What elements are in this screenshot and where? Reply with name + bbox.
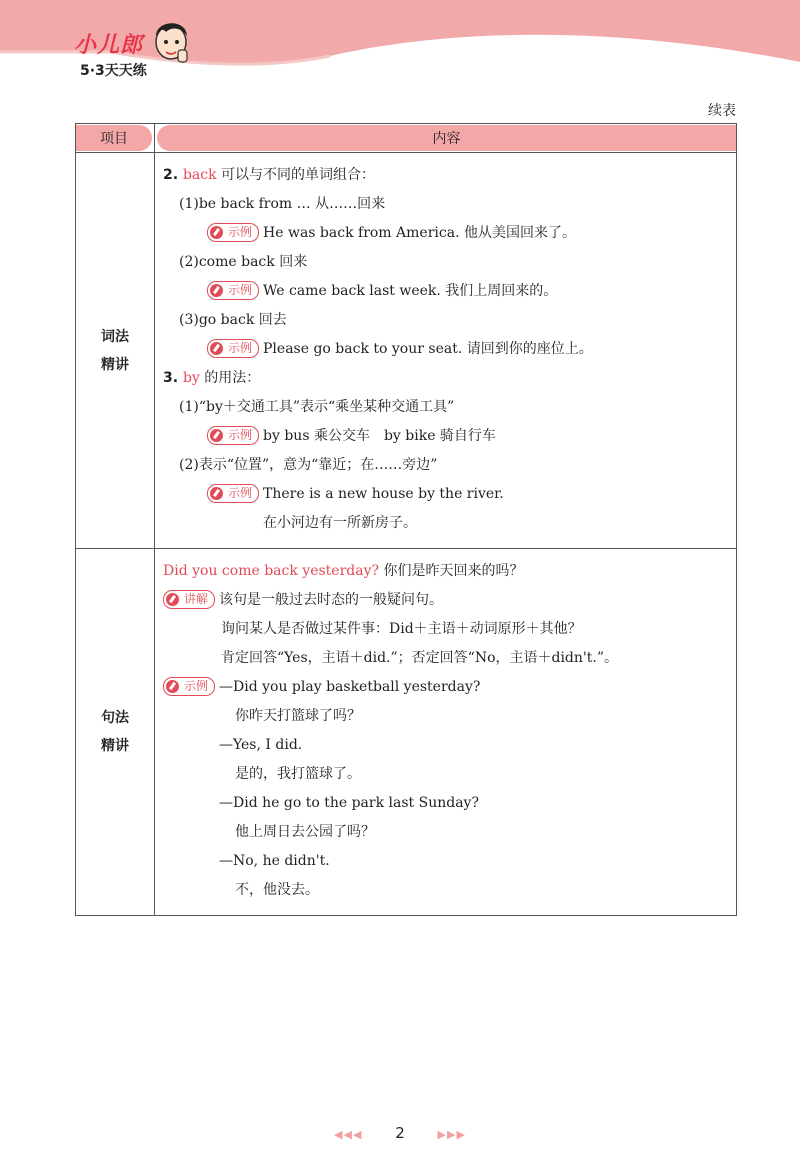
line-text: by bus 乘公交车 by bike 骑自行车: [263, 428, 496, 444]
col-header-item: 项目: [76, 125, 152, 151]
content-line: [163, 876, 728, 905]
line-text: 你们是昨天回来的吗？: [379, 563, 524, 579]
badge-label: 示例: [228, 225, 253, 239]
line-text: 他上周日去公园了吗？: [235, 824, 375, 840]
pencil-icon: [210, 429, 223, 442]
example-badge: [207, 426, 259, 445]
content-line: [163, 509, 728, 538]
badge-label: 示例: [228, 486, 253, 500]
section-row-vocabulary: [76, 153, 737, 549]
example-badge: [207, 339, 259, 358]
line-text: 可以与不同的单词组合：: [216, 167, 376, 183]
section-row-sentence: [76, 549, 737, 916]
header-cell-item: [76, 124, 155, 153]
top-banner: [0, 0, 800, 80]
highlight-keyword: back: [182, 167, 217, 183]
pencil-icon: [166, 680, 179, 693]
content-line: [163, 219, 728, 248]
line-text: 该句是一般过去时态的一般疑问句。: [219, 592, 444, 608]
logo-subtitle: 5·3天天练: [80, 63, 147, 79]
content-line: [163, 586, 728, 615]
line-text: 肯定回答“Yes，主语＋did.”；否定回答“No，主语＋didn't.”。: [221, 650, 618, 666]
section-content-sentence: [155, 549, 737, 916]
line-text: 是的，我打篮球了。: [235, 766, 361, 782]
content-line: [163, 451, 728, 480]
line-text: (3)go back 回去: [179, 312, 287, 328]
content-line: [163, 277, 728, 306]
line-text: (1)“by＋交通工具”表示“乘坐某种交通工具”: [179, 399, 455, 415]
content-line: [163, 393, 728, 422]
pencil-icon: [166, 593, 179, 606]
pencil-icon: [210, 342, 223, 355]
line-text: 询问某人是否做过某件事：Did＋主语＋动词原形＋其他？: [221, 621, 582, 637]
content-line: [163, 789, 728, 818]
content-line: [163, 248, 728, 277]
badge-label: 示例: [184, 679, 209, 693]
content-line: [163, 161, 728, 190]
content-line: [163, 702, 728, 731]
prev-arrows-icon: ◀◀◀: [334, 1128, 363, 1141]
header-cell-content: [155, 124, 737, 153]
badge-label: 示例: [228, 428, 253, 442]
line-text: 的用法：: [199, 370, 261, 386]
content-line: [163, 480, 728, 509]
lesson-table: [75, 123, 737, 916]
next-arrows-icon: ▶▶▶: [437, 1128, 466, 1141]
content-line: [163, 306, 728, 335]
section-label-vocabulary: 词法 精讲: [76, 153, 155, 549]
page-number: 2: [395, 1124, 405, 1142]
line-text: He was back from America. 他从美国回来了。: [263, 225, 576, 241]
line-text: —Yes, I did.: [219, 737, 303, 753]
pencil-icon: [210, 487, 223, 500]
line-text: (1)be back from … 从……回来: [179, 196, 386, 212]
content-line: [163, 364, 728, 393]
page-footer: [0, 1124, 800, 1142]
highlight-keyword: by: [182, 370, 200, 386]
badge-label: 示例: [228, 341, 253, 355]
content-line: [163, 615, 728, 644]
logo-title: 小儿郎: [74, 33, 144, 58]
section-label-sentence: 句法 精讲: [76, 549, 155, 916]
explain-badge: [163, 590, 215, 609]
content-line: [163, 335, 728, 364]
highlight-keyword: Did you come back yesterday?: [163, 563, 379, 579]
content-line: [163, 760, 728, 789]
item-number: 2.: [163, 167, 183, 183]
line-text: (2)come back 回来: [179, 254, 308, 270]
example-badge: [207, 281, 259, 300]
content-line: [163, 190, 728, 219]
example-badge: [163, 677, 215, 696]
section-content-vocabulary: [155, 153, 737, 549]
content-line: [163, 422, 728, 451]
mascot-boy-icon: [148, 12, 194, 68]
pencil-icon: [210, 284, 223, 297]
line-text: 不，他没去。: [235, 882, 319, 898]
line-text: 你昨天打篮球了吗？: [235, 708, 361, 724]
content-line: [163, 731, 728, 760]
content-line: [163, 818, 728, 847]
line-text: There is a new house by the river.: [263, 486, 504, 502]
example-badge: [207, 484, 259, 503]
pencil-icon: [210, 226, 223, 239]
badge-label: 示例: [228, 283, 253, 297]
line-text: —No, he didn't.: [219, 853, 330, 869]
col-header-content: 内容: [157, 125, 736, 151]
content-line: [163, 673, 728, 702]
content-line: [163, 847, 728, 876]
badge-label: 讲解: [184, 592, 209, 606]
line-text: 在小河边有一所新房子。: [263, 515, 417, 531]
line-text: —Did he go to the park last Sunday?: [219, 795, 479, 811]
item-number: 3.: [163, 370, 183, 386]
line-text: Please go back to your seat. 请回到你的座位上。: [263, 341, 593, 357]
line-text: (2)表示“位置”，意为“靠近；在……旁边”: [179, 457, 438, 473]
line-text: —Did you play basketball yesterday?: [219, 679, 481, 695]
content-line: [163, 644, 728, 673]
content-line: [163, 557, 728, 586]
continued-label: 续表: [708, 103, 736, 119]
line-text: We came back last week. 我们上周回来的。: [263, 283, 558, 299]
example-badge: [207, 223, 259, 242]
